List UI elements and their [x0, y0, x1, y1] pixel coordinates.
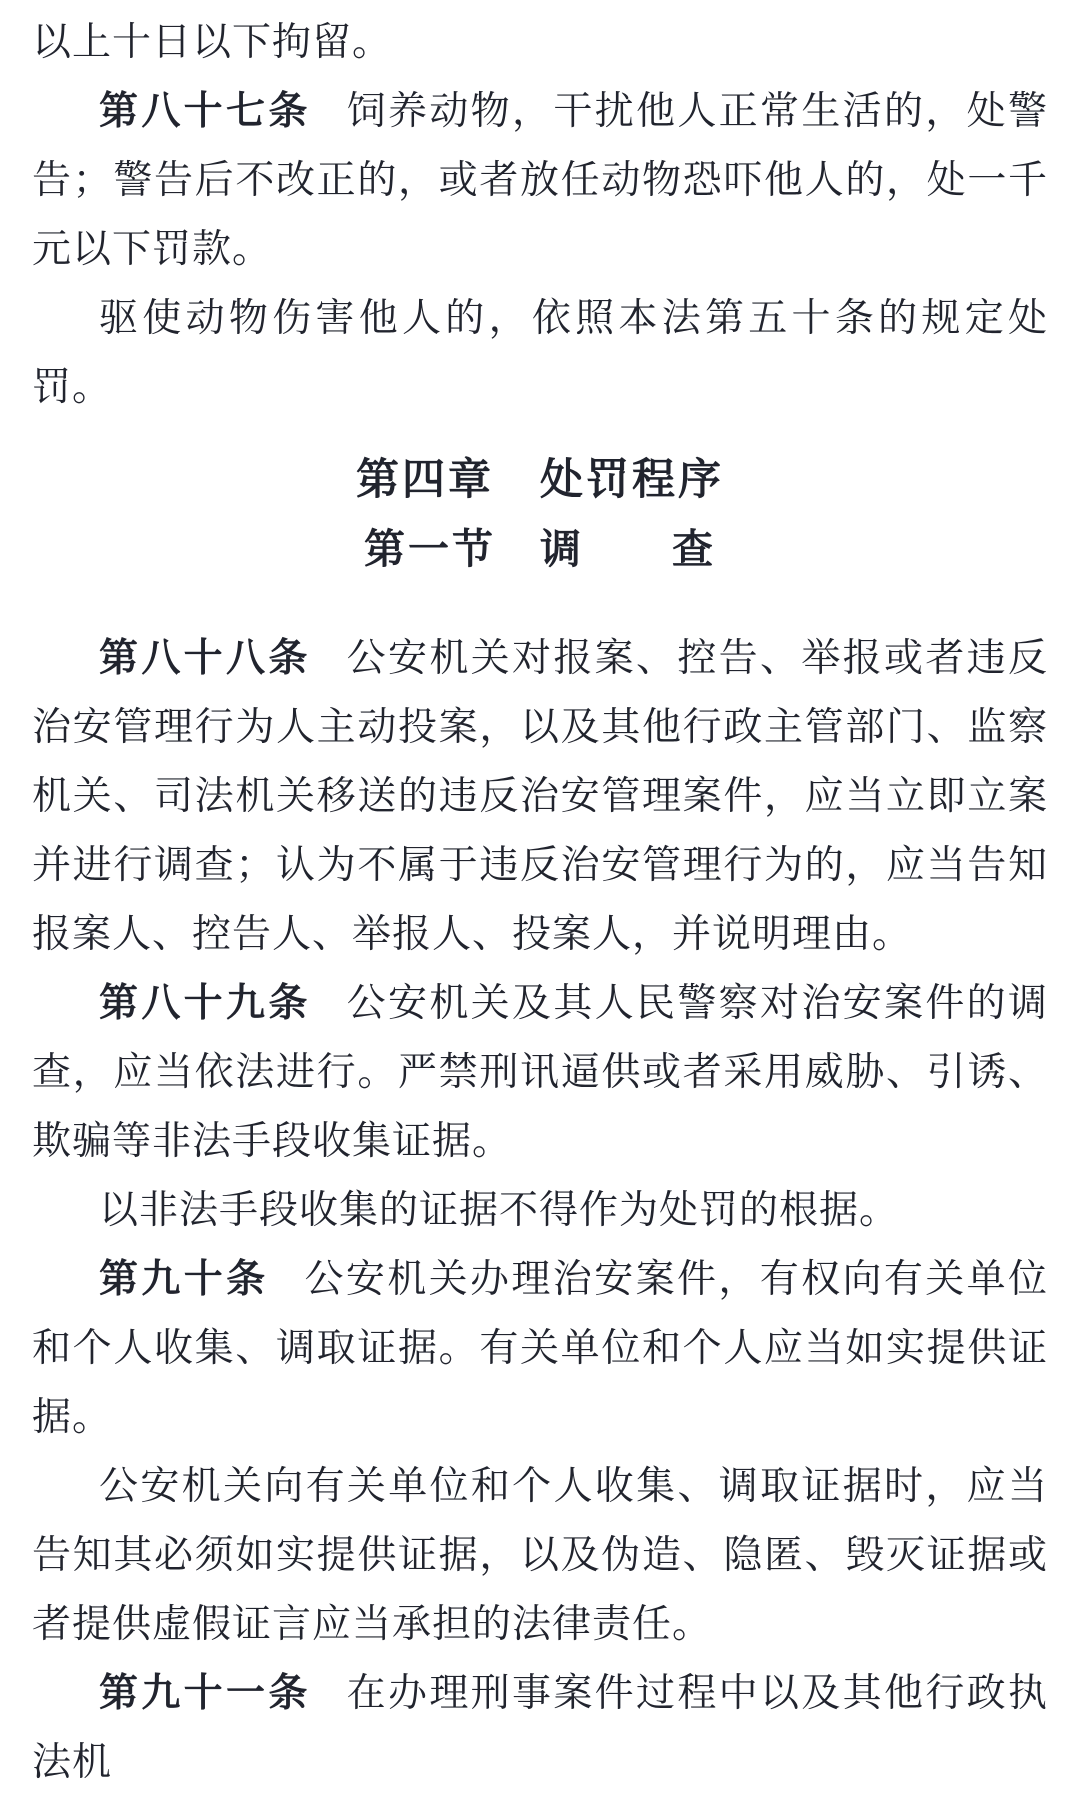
article-87-text: 饲养动物，干扰他人正常生活的，处警告；警告后不改正的，或者放任动物恐吓他人的，处一千元以下罚款。	[32, 90, 1048, 271]
article-87-paragraph	[32, 77, 1048, 284]
article-89-text: 公安机关及其人民警察对治安案件的调查，应当依法进行。严禁刑讯逼供或者采用威胁、引诱、欺骗等非法手段收集证据。	[32, 982, 1048, 1163]
article-88-paragraph	[32, 624, 1048, 969]
article-91-paragraph	[32, 1659, 1048, 1797]
article-90-number: 第九十条	[99, 1258, 269, 1301]
article-87-number: 第八十七条	[99, 90, 311, 133]
article-89-paragraph	[32, 969, 1048, 1176]
article-91-number: 第九十一条	[99, 1672, 311, 1715]
article-91-text: 在办理刑事案件过程中以及其他行政执法机	[32, 1672, 1048, 1784]
section-heading: 第一节 调 查	[364, 526, 716, 572]
article-88-text: 公安机关对报案、控告、举报或者违反治安管理行为人主动投案，以及其他行政主管部门、监察机关、司法机关移送的违反治安管理案件，应当立即立案并进行调查；认为不属于违反治安管理行为的，应当告知报案人、控告人、举报人、投案人，并说明理由。	[32, 637, 1048, 956]
article-90-paragraph	[32, 1245, 1048, 1452]
continuation-paragraph: 以上十日以下拘留。	[32, 21, 393, 64]
article-89-clause2-paragraph: 以非法手段收集的证据不得作为处罚的根据。	[99, 1189, 900, 1232]
article-88-number: 第八十八条	[99, 637, 311, 680]
article-89-number: 第八十九条	[99, 982, 311, 1025]
article-90-clause2-paragraph: 公安机关向有关单位和个人收集、调取证据时，应当告知其必须如实提供证据，以及伪造、隐匿、毁灭证据或者提供虚假证言应当承担的法律责任。	[32, 1465, 1048, 1646]
chapter-heading: 第四章 处罚程序	[356, 457, 724, 504]
article-90-text: 公安机关办理治安案件，有权向有关单位和个人收集、调取证据。有关单位和个人应当如实提供证据。	[32, 1258, 1048, 1439]
article-87-clause2-paragraph: 驱使动物伤害他人的，依照本法第五十条的规定处罚。	[32, 297, 1048, 409]
